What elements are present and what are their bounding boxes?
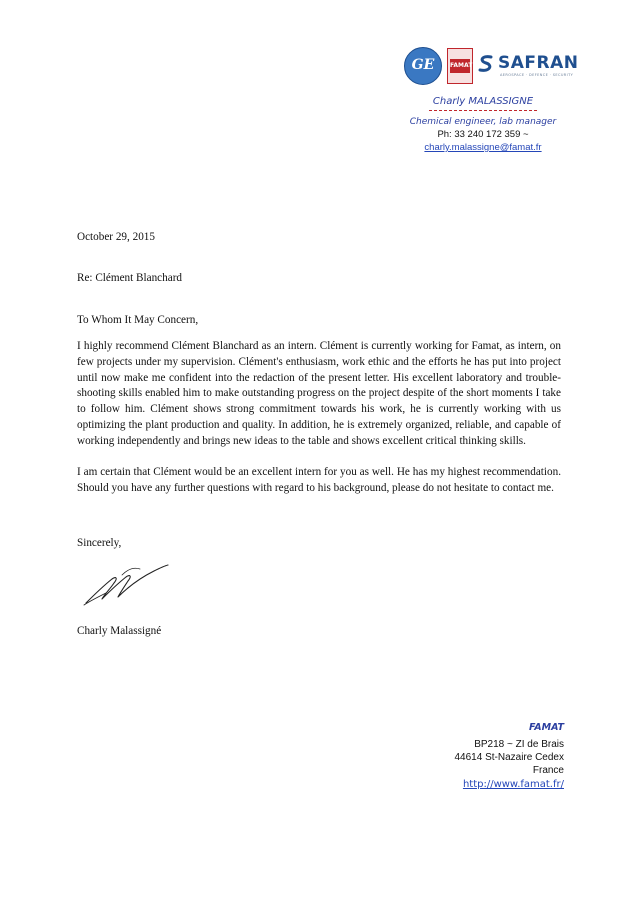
footer-country: France — [532, 765, 564, 776]
sender-phone: Ph: 33 240 172 359 ~ — [437, 129, 529, 140]
sender-title: Chemical engineer, lab manager — [409, 117, 557, 127]
safran-tagline: AEROSPACE · DEFENCE · SECURITY — [500, 73, 574, 77]
sender-email-link[interactable]: charly.malassigne@famat.fr — [424, 142, 542, 153]
letter-subject: Re: Clément Blanchard — [77, 272, 183, 284]
footer-address — [364, 721, 564, 791]
letter-paragraph-1: I highly recommend Clément Blanchard as an intern. Clément is currently working for Famat, as intern, on few projects under my supervision. Clément's enthusiasm, work ethic and the efforts he has put into project until now make me confident into the redaction of the present letter. His excellent laboratory and trouble-shooting skills enabled him to make outstanding progress on the project despite of the short moments I take to follow him. Clément shows strong commitment towards his work, he is currently working with us optimizing the plant production and quality. In addition, he is extremely organized, reliable, and capable of working independently and brings new ideas to the table and shows excellent critical thinking skills. — [77, 340, 561, 447]
safran-logo — [478, 51, 579, 85]
footer-address-line-1: BP218 ~ ZI de Brais — [474, 739, 564, 750]
ge-logo — [404, 47, 442, 85]
letter-date: October 29, 2015 — [77, 231, 155, 243]
signer-name: Charly Malassigné — [77, 625, 162, 637]
safran-mark-icon — [478, 55, 494, 73]
footer-address-line-2: 44614 St-Nazaire Cedex — [454, 752, 564, 763]
header-logos — [404, 47, 579, 89]
sender-name: Charly MALASSIGNE — [432, 96, 534, 107]
safran-wordmark: SAFRAN — [498, 53, 579, 73]
letter-closing: Sincerely, — [77, 537, 122, 549]
footer-website-link[interactable]: http://www.famat.fr/ — [462, 779, 564, 790]
letter-paragraph-2: I am certain that Clément would be an excellent intern for you as well. He has my highest recommendation. Should you have any further questions with regard to his background, please do not hesitate to contact me. — [77, 466, 561, 494]
letter-salutation: To Whom It May Concern, — [77, 314, 199, 326]
handwritten-signature — [82, 563, 172, 609]
famat-logo — [447, 48, 473, 84]
ge-logo-text: GE — [411, 57, 435, 73]
sender-block — [403, 96, 563, 153]
footer-company: FAMAT — [529, 722, 564, 733]
famat-logo-text: FAMAT — [450, 59, 470, 73]
sender-divider — [429, 110, 537, 111]
